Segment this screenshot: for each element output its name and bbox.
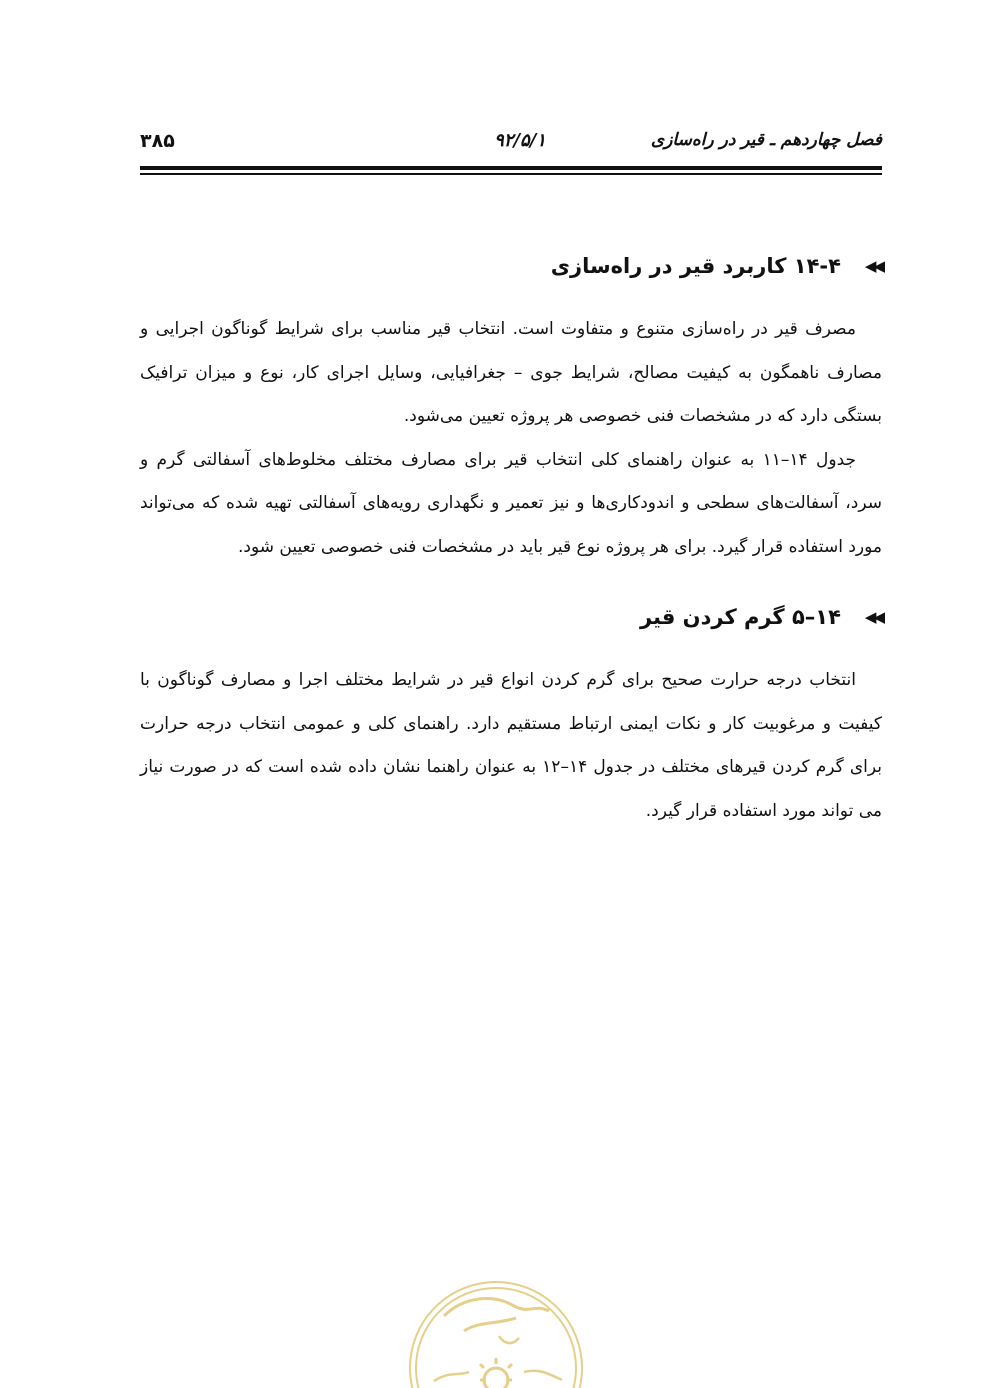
header-rule-thin (140, 173, 882, 175)
header-rule-thick (140, 166, 882, 170)
paragraph: مصرف قیر در راه‌سازی متنوع و متفاوت است. انتخاب قیر مناسب برای شرایط گوناگون اجرایی و مصارف ناهمگون به کیفیت مصالح، شرایط جوی – جغرافیایی، وسایل اجرای کار، نوع و میزان ترافیک بستگی دارد که در مشخصات فنی خصوصی هر پروژه تعیین می‌شود. (140, 319, 882, 426)
section-heating-bitumen (140, 599, 882, 833)
paragraph: جدول ۱۴–۱۱ به عنوان راهنمای کلی انتخاب قیر برای مصارف مختلف مخلوط‌های آسفالتی گرم و سرد، آسفالت‌های سطحی و اندودکاری‌ها و نیز تعمیر و نگهداری رویه‌های آسفالتی تهیه شده که می‌تواند مورد استفاده قرار گیرد. برای هر پروژه نوع قیر باید در مشخصات فنی خصوصی تعیین شود. (140, 449, 882, 557)
paragraph: انتخاب درجه حرارت صحیح برای گرم کردن انواع قیر در شرایط مختلف اجرا و مصارف گوناگون با کیفیت و مرغوبیت کار و نکات ایمنی ارتباط مستقیم دارد. راهنمای کلی و عمومی انتخاب درجه حرارت برای گرم کردن قیرهای مختلف در جدول ۱۴–۱۲ به عنوان راهنما نشان داده شده است که در صورت نیاز می تواند مورد استفاده قرار گیرد. (140, 670, 882, 821)
header-date: ۹۲/۵/۱ (494, 130, 546, 151)
section-title: ۱۴–۵ گرم کردن قیر (639, 605, 841, 629)
section-heading (140, 599, 882, 635)
page-header (140, 128, 882, 158)
section-title: ۱۴-۴ کاربرد قیر در راه‌سازی (550, 254, 841, 278)
double-arrow-icon: ◀◀ (864, 257, 882, 275)
section-heading (140, 248, 882, 284)
double-arrow-icon: ◀◀ (864, 608, 882, 626)
page-number: ۳۸۵ (140, 130, 175, 152)
watermark-seal-icon (404, 1276, 588, 1388)
section-bitumen-usage (140, 248, 882, 569)
chapter-title: فصل چهاردهم ـ قیر در راه‌سازی (650, 130, 882, 150)
main-content (140, 248, 882, 833)
